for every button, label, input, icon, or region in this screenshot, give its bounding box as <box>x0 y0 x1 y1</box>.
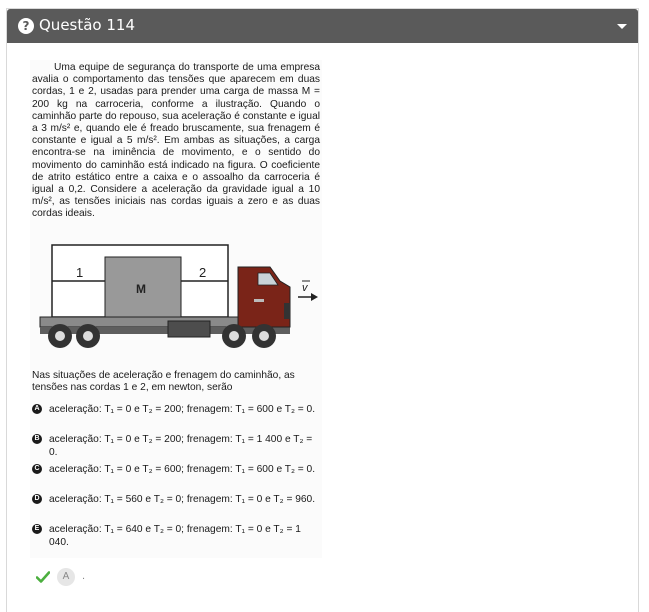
option-letter: B <box>32 434 42 444</box>
truck-figure <box>32 243 320 368</box>
wheel-4 <box>252 324 276 348</box>
velocity-arrowhead <box>311 293 318 301</box>
option-letter: E <box>32 524 42 534</box>
stem-text: Uma equipe de segurança do transporte de uma empresa avalia o comportamento das tensões que aparecem em duas cordas, 1 e 2, usadas para prender uma carga de massa M = 200 kg na carroceria, conforme a ilustração. Quando o caminhão parte do repouso, sua aceleração é constante e igual a 3 m/s² e, quando ele é freado bruscamente, sua frenagem é constante e igual a 5 m/s². Em ambas as situações, a carga encontra-se na iminência de movimento, e o sentido do movimento do caminhão está indicado na figura. O coeficiente de atrito estático entre a caixa e o assoalho da carroceria é igual a 0,2. Considere a aceleração da gravidade igual a 10 m/s², as tensões iniciais nas cordas iguais a zero e as duas cordas ideais. <box>32 62 320 220</box>
rope-2-label: 2 <box>199 265 207 280</box>
question-image <box>30 60 322 558</box>
caret-down-icon[interactable] <box>617 24 627 29</box>
option-text: aceleração: T₁ = 560 e T₂ = 0; frenagem: T₁ = 0 e T₂ = 960. <box>49 494 316 505</box>
checkmark-icon <box>36 570 50 584</box>
question-header[interactable] <box>7 9 638 43</box>
option-text: aceleração: T₁ = 0 e T₂ = 600; frenagem: T₁ = 600 e T₂ = 0. <box>49 464 316 475</box>
mass-label: M <box>136 282 146 296</box>
answer-trailing: . <box>82 570 86 582</box>
question-circle-icon: ? <box>18 18 34 34</box>
option-text: aceleração: T₁ = 640 e T₂ = 0; frenagem: T₁ = 0 e T₂ = 1 040. <box>49 524 301 548</box>
option-text: aceleração: T₁ = 0 e T₂ = 200; frenagem: T₁ = 1 400 e T₂ = 0. <box>49 434 313 458</box>
door-handle <box>254 299 264 302</box>
cab-grille <box>284 303 290 319</box>
rope-1-label: 1 <box>76 265 84 280</box>
wheel-1 <box>48 324 72 348</box>
fuel-tank <box>168 321 210 337</box>
option-letter: A <box>32 404 42 414</box>
question-title: Questão 114 <box>39 16 136 34</box>
wheel-3 <box>222 324 246 348</box>
option-text: aceleração: T₁ = 0 e T₂ = 200; frenagem: T₁ = 600 e T₂ = 0. <box>49 404 316 415</box>
wheel-2 <box>76 324 100 348</box>
option-letter: C <box>32 464 42 474</box>
answer-letter-badge: A <box>57 568 75 586</box>
question-prompt: Nas situações de aceleração e frenagem do caminhão, as tensões nas cordas 1 e 2, em newton, serão <box>32 370 295 394</box>
velocity-label: v <box>302 282 308 294</box>
question-stem <box>32 62 320 221</box>
option-letter: D <box>32 494 42 504</box>
